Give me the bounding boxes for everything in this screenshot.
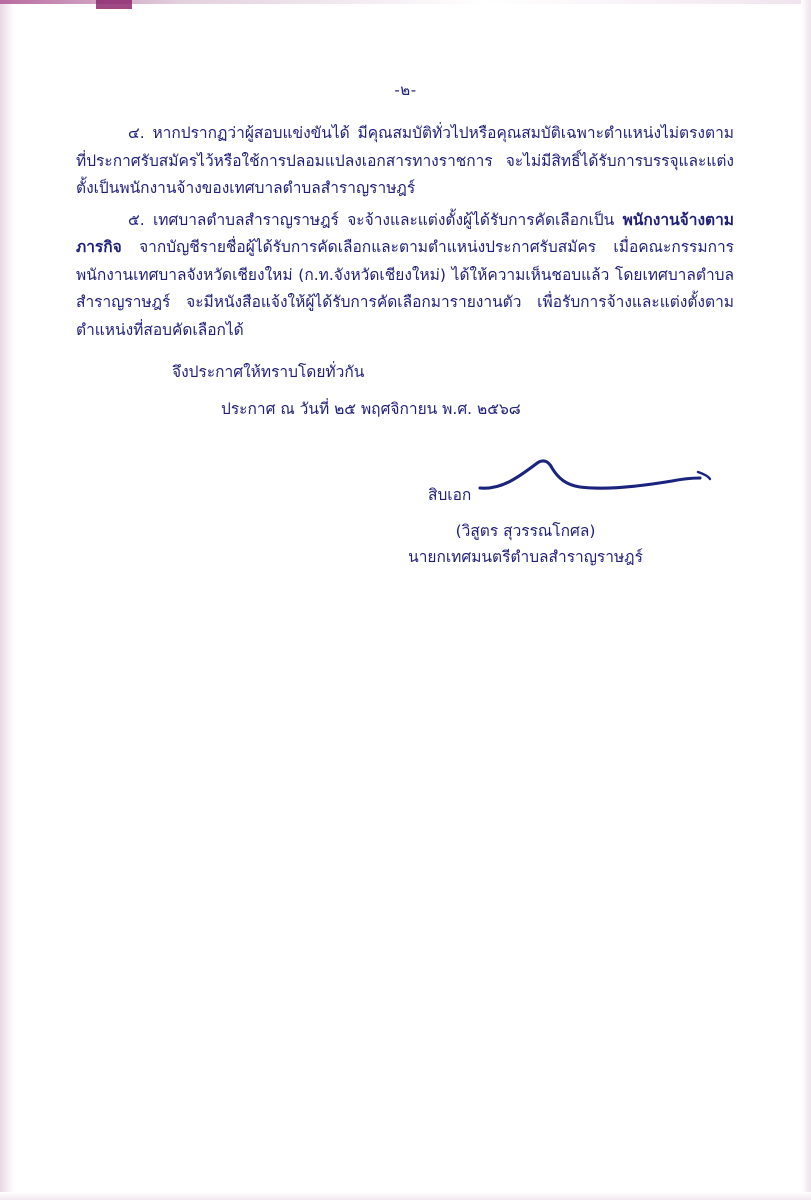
paragraph-item-4 [76,120,734,203]
signer-name: (วิสูตร สุวรรณโกศล) [455,521,596,540]
document-content [0,0,811,578]
paragraph-item-5-run-1: ๕. เทศบาลตำบลสำราญราษฎร์ จะจ้างและแต่งตั้งผู้ได้รับการคัดเลือกเป็น [128,210,623,229]
paragraph-item-4-text: ๔. หากปรากฏว่าผู้สอบแข่งขันได้ มีคุณสมบัติทั่วไปหรือคุณสมบัติเฉพาะตำแหน่งไม่ตรงตามที่ประกาศรับสมัครไว้หรือใช้การปลอมแปลงเอกสารทางราชการ จะไม่มีสิทธิ์ได้รับการบรรจุและแต่งตั้งเป็นพนักงานจ้างของเทศบาลตำบลสำราญราษฎร์ [76,124,734,198]
document-body [76,120,734,578]
paragraph-item-5 [76,207,734,345]
signer-rank: สิบเอก [428,485,472,504]
closing-line: จึงประกาศให้ทราบโดยทั่วกัน [172,362,365,381]
handwritten-signature [476,454,716,514]
dateline: ประกาศ ณ วันที่ ๒๕ พฤศจิกายน พ.ศ. ๒๕๖๘ [221,400,521,419]
signer-position: นายกเทศมนตรีตำบลสำราญราษฎร์ [408,547,643,566]
paragraph-item-5-run-3: จากบัญชีรายชื่อผู้ได้รับการคัดเลือกและตามตำแหน่งประกาศรับสมัคร เมื่อคณะกรรมการพนักงานเทศบาลจังหวัดเชียงใหม่ (ก.ท.จังหวัดเชียงใหม่) ได้ให้ความเห็นชอบแล้ว โดยเทศบาลตำบลสำราญราษฎร์ จะมีหนังสือแจ้งให้ผู้ได้รับการคัดเลือกมารายงานตัว เพื่อรับการจ้างและแต่งตั้งตามตำแหน่งที่สอบคัดเลือกได้ [76,238,734,340]
signature-area [76,458,734,578]
paper-bottom-edge [0,1192,811,1200]
page-number: -๒- [394,81,417,99]
paragraph-item-5-emphasis: พนักงานจ้างตามภารกิจ [76,210,734,257]
